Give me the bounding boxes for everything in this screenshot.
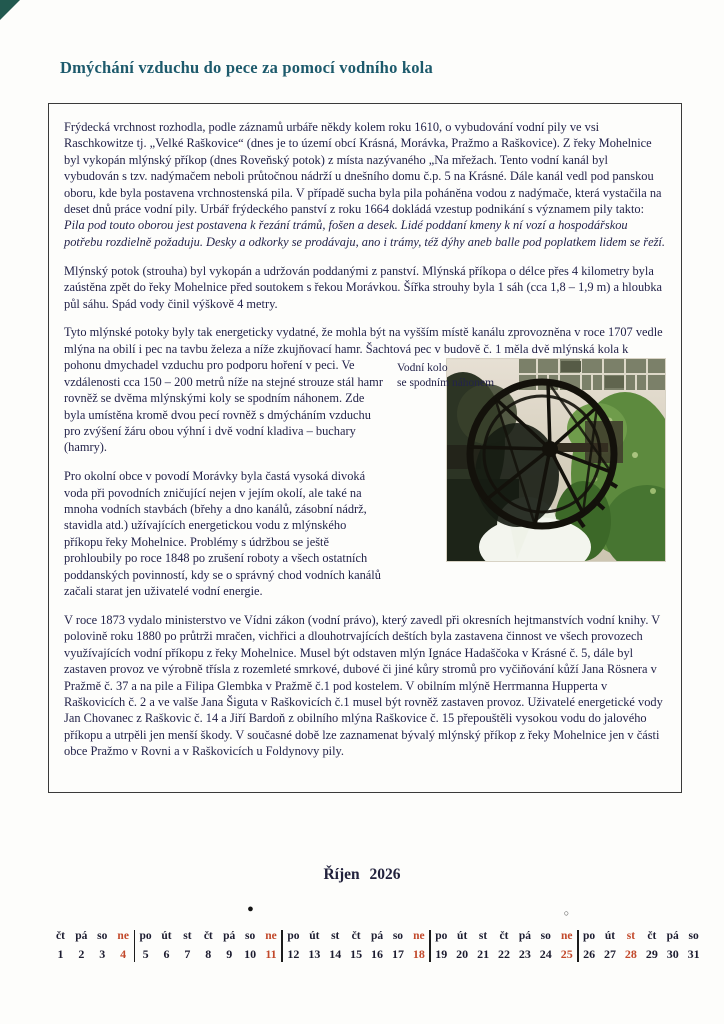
calendar-day-number: 31	[687, 947, 700, 961]
calendar-day-number: 14	[329, 947, 342, 961]
calendar-day-number: 2	[78, 947, 85, 961]
calendar-day-number: 13	[308, 947, 321, 961]
full-moon-icon: ○	[563, 908, 570, 918]
calendar-day-name: po	[139, 930, 152, 942]
calendar-day-column	[452, 930, 473, 962]
calendar-day-name: so	[244, 930, 256, 942]
calendar-day-name: út	[457, 930, 468, 942]
calendar-day-number: 7	[184, 947, 191, 961]
calendar-day-column	[177, 930, 198, 962]
calendar-day-name: st	[183, 930, 192, 942]
calendar-day-name: ne	[560, 930, 573, 942]
calendar-day-name: út	[309, 930, 320, 942]
calendar-day-name: pá	[518, 930, 531, 942]
calendar-day-name: pá	[666, 930, 679, 942]
calendar-day-number: 17	[391, 947, 404, 961]
calendar-day-number: 21	[477, 947, 490, 961]
article-box	[48, 103, 682, 793]
calendar-day-column	[494, 930, 515, 962]
moon-phase-strip	[50, 898, 704, 924]
calendar-day-number: 30	[666, 947, 679, 961]
calendar-day-column	[304, 930, 325, 962]
calendar-day-column	[579, 930, 600, 962]
calendar-day-column	[535, 930, 556, 962]
calendar-day-number: 23	[518, 947, 531, 961]
calendar-day-number: 11	[265, 947, 277, 961]
calendar-day-column	[283, 930, 304, 962]
calendar-day-number: 4	[120, 947, 127, 961]
calendar-day-number: 8	[205, 947, 212, 961]
calendar-day-column	[325, 930, 346, 962]
calendar	[50, 898, 704, 962]
calendar-day-column	[219, 930, 240, 962]
calendar-day-name: út	[604, 930, 616, 942]
paragraph-3	[64, 324, 665, 455]
calendar-day-number: 18	[412, 947, 425, 961]
month-title: Říjen 2026	[323, 866, 401, 883]
calendar-day-name: pá	[75, 930, 88, 942]
calendar-day-column	[641, 930, 662, 962]
calendar-day-column	[388, 930, 409, 962]
calendar-day-column	[473, 930, 494, 962]
calendar-day-number: 27	[604, 947, 617, 961]
calendar-day-number: 12	[287, 947, 300, 961]
calendar-day-column	[408, 930, 429, 962]
paragraph-1-quote: Pila pod touto oborou jest postavena k řezání trámů, fošen a desek. Lidé poddaní kmeny k ní vozí a hospodářskou potřebu rozdielně požaduju. Desky a odkorky se prodávaju, ano i trámy, též dýhy aneb balle pod poplatkem lidem se řeží.	[64, 218, 665, 249]
calendar-day-name: st	[478, 930, 488, 942]
photo-caption-line1: Vodní kolo	[397, 362, 448, 375]
calendar-day-name: so	[688, 930, 699, 942]
corner-accent	[0, 0, 20, 20]
calendar-day-column	[514, 930, 535, 962]
photo-caption	[397, 361, 515, 390]
calendar-day-number: 24	[539, 947, 552, 961]
calendar-day-name: st	[331, 930, 340, 942]
photo-caption-line2: se spodním náhonem	[397, 376, 495, 389]
calendar-day-name: so	[540, 930, 551, 942]
calendar-day-column	[367, 930, 388, 962]
calendar-day-name: čt	[55, 930, 65, 942]
calendar-day-column	[431, 930, 452, 962]
calendar-day-column	[556, 930, 577, 962]
calendar-day-number: 25	[560, 947, 573, 961]
calendar-day-name: so	[97, 930, 108, 942]
calendar-day-name: ne	[413, 930, 425, 942]
calendar-day-number: 19	[435, 947, 448, 961]
paragraph-4: Pro okolní obce v povodí Morávky byla častá vysoká divoká voda při povodních zničující nejen v jejím okolí, ale také na mnoha vodních stavbách (břehy a dno kanálů, zásobní nádrž, stavidla atd.) užívajících energetickou vodu z mlýnského příkopu řeky Mohelnice. Problémy s údržbou se ještě prohloubily po roce 1848 po zrušení roboty a všech ostatních poddanských povinností, kdy se o správný chod vodních kanálů začali starat jen uživatelé vodní energie.	[64, 469, 381, 599]
calendar-day-column	[261, 930, 282, 962]
calendar-day-number: 5	[142, 947, 149, 961]
calendar-day-name: ne	[265, 930, 277, 942]
calendar-day-column	[346, 930, 367, 962]
calendar-day-name: čt	[203, 930, 213, 942]
calendar-day-name: st	[626, 930, 636, 942]
calendar-day-name: út	[161, 930, 172, 942]
calendar-day-number: 3	[99, 947, 106, 961]
calendar-day-column	[240, 930, 261, 962]
calendar-day-number: 26	[583, 947, 596, 961]
calendar-day-name: po	[287, 930, 300, 942]
calendar-day-column	[600, 930, 621, 962]
calendar-day-number: 6	[163, 947, 170, 961]
calendar-day-number: 16	[371, 947, 384, 961]
calendar-day-name: pá	[370, 930, 384, 942]
calendar-day-number: 28	[624, 947, 637, 961]
calendar-day-column	[113, 930, 134, 962]
calendar-day-column	[620, 930, 641, 962]
calendar-day-column	[156, 930, 177, 962]
calendar-day-column	[198, 930, 219, 962]
calendar-day-name: čt	[647, 930, 657, 942]
calendar-day-number: 9	[226, 947, 233, 961]
paragraph-1-text: Frýdecká vrchnost rozhodla, podle záznamů urbáře někdy kolem roku 1610, o vybudování vodní pily ve vsi Raschkowitze tj. „Velké Raškovice“ (dnes je to území obcí Krásná, Morávka, Pražmo a Raškovice). Z řeky Mohelnice byl vykopán mlýnský příkop (dnes Roveňský potok) z místa nazývaného „Na mřežach. Tento vodní kanál byl vybudován s tzv. nadýmačem neboli průtočnou nádrží u dnešního domu č.p. 5 na Krásné. Dále kanál vedl pod panskou oboru, kde byla postavena vrchnostenská pila. V případě sucha byla pila poháněna vodou z nadýmače, která vystačila na deset dnů práce vodní pily. Urbář frýdeckého panství z roku 1664 dokládá vzestup podnikání s významem pily takto:	[64, 120, 662, 217]
calendar-day-name: ne	[117, 930, 129, 942]
calendar-day-name: čt	[351, 930, 361, 942]
photo-figure	[397, 359, 665, 563]
calendar-day-column	[135, 930, 156, 962]
calendar-day-number: 29	[645, 947, 658, 961]
calendar-row	[50, 930, 704, 962]
paragraph-2: Mlýnský potok (strouha) byl vykopán a udržován poddanými z panství. Mlýnská příkopa o délce přes 4 kilometry byla zaústěna zpět do řeky Mohelnice před soutokem s řekou Morávkou. Šířka strouhy byla 1 sáh (cca 1,8 – 1,9 m) a hloubka půl sáhu. Spád vody činil výškově 4 metry.	[64, 263, 663, 311]
calendar-day-column	[50, 930, 71, 962]
calendar-day-column	[92, 930, 113, 962]
calendar-day-number: 22	[497, 947, 510, 961]
calendar-day-number: 20	[456, 947, 469, 961]
paragraph-3-text-b: v peci. Ve vzdálenosti cca 150 – 200 metrů níže na stejné strouze stál hamr rovněž se dvěma mlýnskými koly se spodním náhonem. Zde byla umístěna kromě dvou pecí rovněž s dmýcháním vzduchu pro zvýšení žáru obou výhní i dvě vodní kladiva – buchary (hamry).	[64, 358, 383, 455]
calendar-day-name: čt	[499, 930, 509, 942]
calendar-day-column	[683, 930, 704, 962]
calendar-day-column	[71, 930, 92, 962]
calendar-day-number: 10	[244, 947, 257, 961]
calendar-day-column	[662, 930, 683, 962]
calendar-day-name: so	[392, 930, 404, 942]
page-title: Dmýchání vzduchu do pece za pomocí vodního kola	[60, 58, 433, 77]
calendar-day-name: pá	[223, 930, 236, 942]
calendar-day-number: 1	[57, 947, 64, 961]
paragraph-1	[64, 119, 665, 250]
calendar-day-name: po	[583, 930, 596, 942]
paragraph-5: V roce 1873 vydalo ministerstvo ve Vídni zákon (vodní právo), který zavedl při okresních hejtmanstvích vodní knihy. V polovině roku 1880 po průtrži mračen, vichřici a dlouhotrvajících deštích byla zastavena činnost ve všech provozech využívajících vodní příkopu z řeky Mohelnice. Musel být odstaven mlýn Ignáce Hadaščoka v Krásné č. 5, dále byl zastaven provoz ve výrobně třísla z rozemleté smrkové, dubové či jiné kůry stromů pro vyčiňování kůží Jana Rösnera v Pražmě č. 37 a na pile a Filipa Glembka v Pražmě č.1 pod kostelem. V obilním mlýně Herrmanna Hupperta v Raškovicích č. 2 a ve valše Jana Šiguta v Raškovicích č.1 musel být rovněž zastaven provoz. Uživatelé energetické vody Jan Chovanec z Raškovic č. 14 a Jiří Bardoň z obilního mlýna Raškovice č. 15 přepouštěli vysokou vodu do jalového příkopu a utrpěli jen menší škody. V současné době lze zaznamenat bývalý mlýnský příkop z řeky Mohelnice jen v části obce Pražmo v Rovni a v Raškovicích u Foldynovy pily.	[64, 612, 663, 759]
new-moon-icon: ●	[247, 903, 254, 915]
paragraph-3-text-a: Tyto mlýnské potoky byly tak energeticky vydatné, že mohla být na vyšším místě kanálu zprovozněna v roce 1707 vedle mlýna na obilí i pec na tavbu železa a níže zkujňovací hamr. Šachtová pec v budově č. 1 měla dvě mlýnská kola k pohonu dmychadel vzduchu pro podporu hoření	[64, 325, 663, 373]
calendar-day-name: po	[435, 930, 448, 942]
calendar-day-number: 15	[350, 947, 363, 961]
